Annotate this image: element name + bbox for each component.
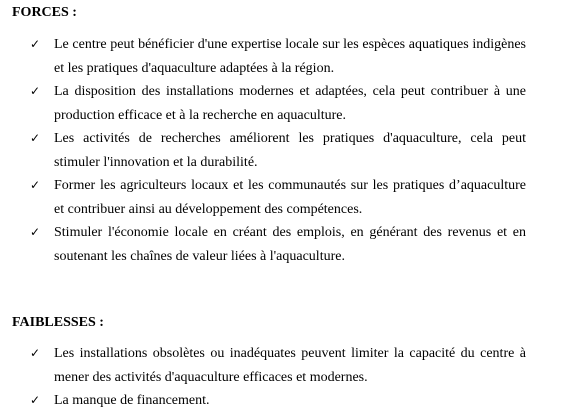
checkmark-icon: ✓: [30, 178, 41, 192]
list-item-text: Le centre peut bénéficier d'une expertise locale sur les espèces aquatiques indigènes et les pratiques d'aquaculture adaptées à la région.: [54, 37, 526, 76]
list-item: [30, 174, 526, 221]
checkmark-icon: ✓: [30, 346, 41, 360]
list-item: [30, 389, 526, 413]
checkmark-icon: ✓: [30, 393, 41, 407]
list-item: [30, 221, 526, 268]
list-item-text: Former les agriculteurs locaux et les communautés sur les pratiques d’aquaculture et contribuer ainsi au développement des compétences.: [54, 178, 526, 217]
checkmark-icon: ✓: [30, 84, 41, 98]
list-item: [30, 80, 526, 127]
list-item-text: Les activités de recherches améliorent les pratiques d'aquaculture, cela peut stimuler l'innovation et la durabilité.: [54, 131, 526, 170]
faiblesses-heading: FAIBLESSES :: [12, 315, 104, 330]
list-item-text: Les installations obsolètes ou inadéquates peuvent limiter la capacité du centre à mener des activités d'aquaculture efficaces et modernes.: [54, 346, 526, 385]
list-item: [30, 127, 526, 174]
list-item-text: La disposition des installations modernes et adaptées, cela peut contribuer à une production efficace et à la recherche en aquaculture.: [54, 84, 526, 123]
list-item: [30, 342, 526, 389]
checkmark-icon: ✓: [30, 37, 41, 51]
list-item-text: La manque de financement.: [54, 393, 210, 408]
forces-heading: FORCES :: [12, 5, 77, 20]
list-item: [30, 33, 526, 80]
list-item-text: Stimuler l'économie locale en créant des emplois, en générant des revenus et en soutenant les chaînes de valeur liées à l'aquaculture.: [54, 225, 526, 264]
checkmark-icon: ✓: [30, 225, 41, 239]
checkmark-icon: ✓: [30, 131, 41, 145]
